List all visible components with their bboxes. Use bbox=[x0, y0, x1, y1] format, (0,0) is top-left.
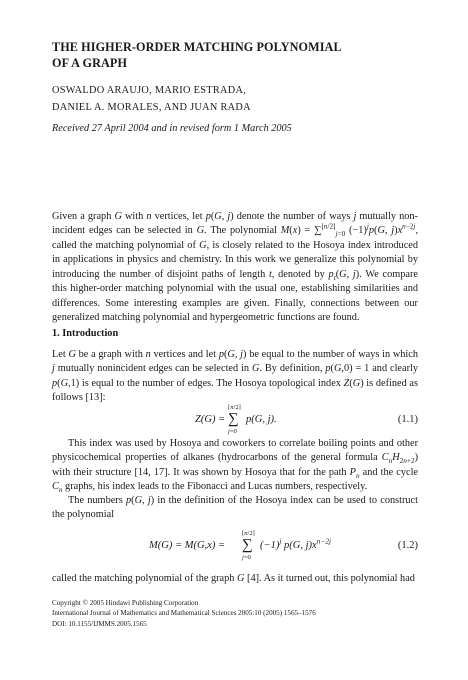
authors-line-1: OSWALDO ARAUJO, MARIO ESTRADA, bbox=[52, 85, 247, 96]
page-footer bbox=[52, 598, 432, 629]
journal-line: International Journal of Mathematics and Mathematical Sciences 2005:10 (2005) 1565–1576 bbox=[52, 609, 316, 618]
equation-1-1: [n/2] ∑ j=0 Z(G) = p(G, j). (1.1) bbox=[195, 404, 418, 435]
section-heading: 1. Introduction bbox=[52, 328, 119, 339]
doi-line: DOI: 10.1155/IJMMS.2005.1565 bbox=[52, 619, 147, 628]
copyright-line: Copyright © 2005 Hindawi Publishing Corporation bbox=[52, 599, 199, 607]
paper-title bbox=[52, 40, 422, 71]
title-line-2: OF A GRAPH bbox=[52, 55, 128, 70]
authors-line-2: DANIEL A. MORALES, AND JUAN RADA bbox=[52, 101, 251, 113]
intro-paragraph-4: called the matching polynomial of the graph G [4]. As it turned out, this polynomial had bbox=[52, 573, 415, 584]
author-list bbox=[52, 83, 422, 116]
equation-number: (1.1) bbox=[397, 414, 418, 425]
abstract: Given a graph G with n vertices, let p(G, j) denote the number of ways j mutually non-incident edges can be selected in G. The polynomial $M(x) = \sum[n/2]_{j=0}$ $(-1)^jp(G$, $j)x^{n-2j}$, called the matching polynomial of G, is closely related to the Hosoya index introduced in applications in physics and chemistry. In this work we generalize this polynomial by introducing the number of disjoint paths of length t, denoted by $p_t(G$, j). We compare this higher-order matching polynomial with the usual one, establishing similarities and differences. Some interesting examples are given. Finally, connections between our generalized matching polynomial and hypergeometric functions are found. bbox=[52, 211, 419, 324]
intro-paragraph-1: Let G be a graph with n vertices and let p(G, j) be equal to the number of ways in which j mutually nonincident edges can be selected in G. By definition, p(G,0) = 1 and clearly p(G,1) is equal to the number of edges. The Hosoya topological index Z(G) is defined as follows [13]: bbox=[52, 349, 419, 404]
intro-paragraph-2: This index was used by Hosoya and coworkers to correlate boiling points and other physicochemical properties of alkanes (hydrocarbons of the general formula $C_nH_{2n+2}$) with their structure [14, 17]. It was shown by Hosoya that for the path $P_n$ and the cycle $C_n$ graphs, his index leads to the Fibonacci and Lucas numbers, respectively. bbox=[52, 438, 418, 495]
received-date: Received 27 April 2004 and in revised form 1 March 2005 bbox=[52, 123, 292, 134]
intro-paragraph-3: The numbers p(G, j) in the definition of the Hosoya index can be used to construct the polynomial bbox=[52, 495, 418, 521]
equation-1-2: [n/2] ∑ j=0 M(G) = M(G,x) = $(-1)^j$ p(G, $j)x^{n-2j}$ (1.2) bbox=[149, 530, 418, 561]
equation-number: (1.2) bbox=[397, 540, 418, 551]
title-line-1: THE HIGHER-ORDER MATCHING POLYNOMIAL bbox=[52, 40, 342, 54]
